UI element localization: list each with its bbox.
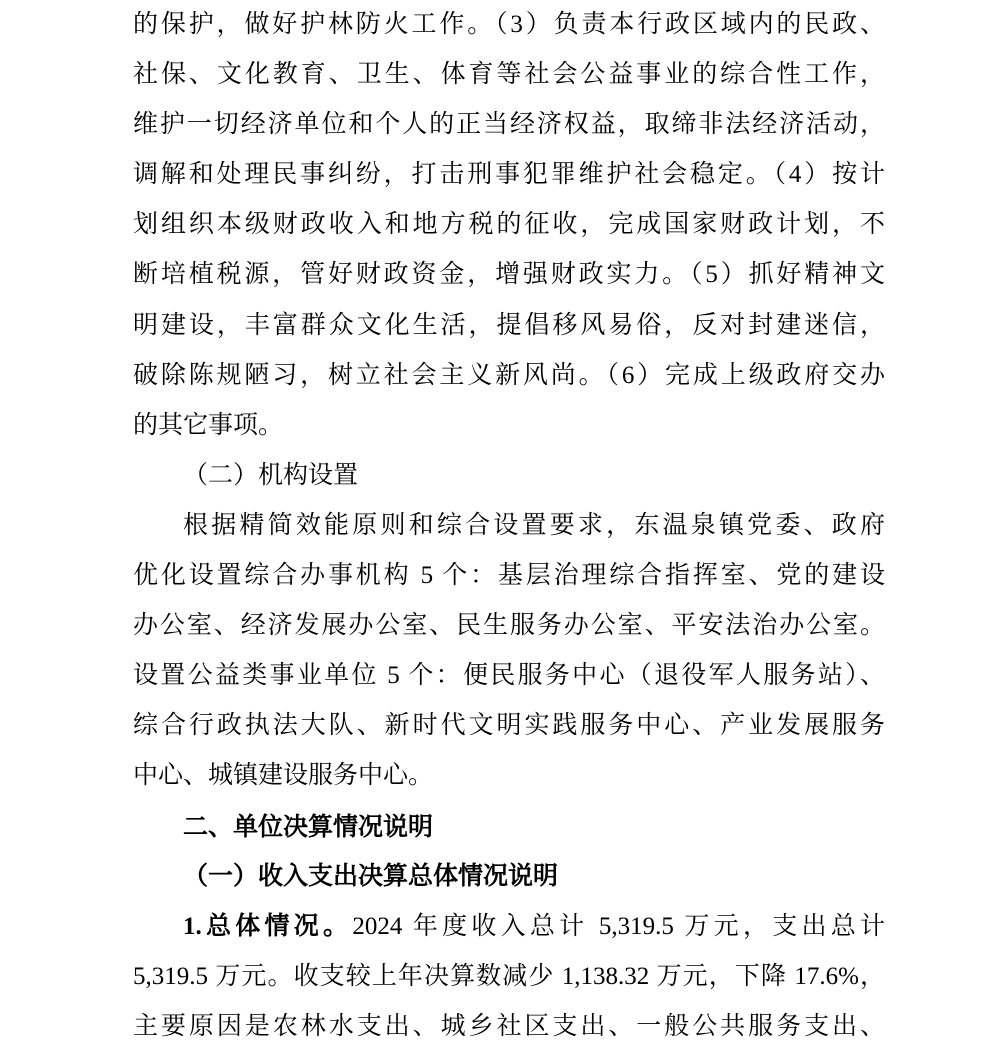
heading-section-two-sub: （一）收入支出决算总体情况说明 [183,862,559,890]
text-line: 主要原因是农林水支出、城乡社区支出、一般公共服务支出、 [133,1012,885,1040]
text-line [133,902,885,952]
text-line: 调解和处理民事纠纷，打击刑事犯罪维护社会稳定。（4）按计 [133,161,885,189]
text-line: 综合行政执法大队、新时代文明实践服务中心、产业发展服务 [133,712,885,740]
text-line: 中心、城镇建设服务中心。 [133,762,434,790]
text-line: 明建设，丰富群众文化生活，提倡移风易俗，反对封建迷信， [133,311,885,339]
heading-section-two: 二、单位决算情况说明 [183,812,434,841]
text-line: 社保、文化教育、卫生、体育等社会公益事业的综合性工作， [133,61,885,89]
text-line: 破除陈规陋习，树立社会主义新风尚。（6）完成上级政府交办 [133,361,885,389]
text-line: 根据精简效能原则和综合设置要求，东温泉镇党委、政府 [183,511,885,539]
text-line: 维护一切经济单位和个人的正当经济权益，取缔非法经济活动， [133,111,885,139]
heading-org-setup: （二）机构设置 [183,461,359,489]
text-line: 5,319.5 万元。收支较上年决算数减少 1,138.32 万元，下降 17.6%， [133,962,885,990]
text-line: 的保护，做好护林防火工作。（3）负责本行政区域内的民政、 [133,11,885,38]
overall-lead-bold: 1.总体情况。 [183,912,353,940]
text-line: 划组织本级财政收入和地方税的征收，完成国家财政计划，不 [133,211,885,239]
text-line: 断培植税源，管好财政资金，增强财政实力。（5）抓好精神文 [133,261,885,289]
overall-line1-rest: 2024 年度收入总计 5,319.5 万元，支出总计 [352,912,885,940]
text-line: 设置公益类事业单位 5 个：便民服务中心（退役军人服务站）、 [133,662,885,690]
text-line: 的其它事项。 [133,411,284,439]
text-line: 办公室、经济发展办公室、民生服务办公室、平安法治办公室。 [133,612,885,640]
text-line: 优化设置综合办事机构 5 个：基层治理综合指挥室、党的建设 [133,562,885,590]
